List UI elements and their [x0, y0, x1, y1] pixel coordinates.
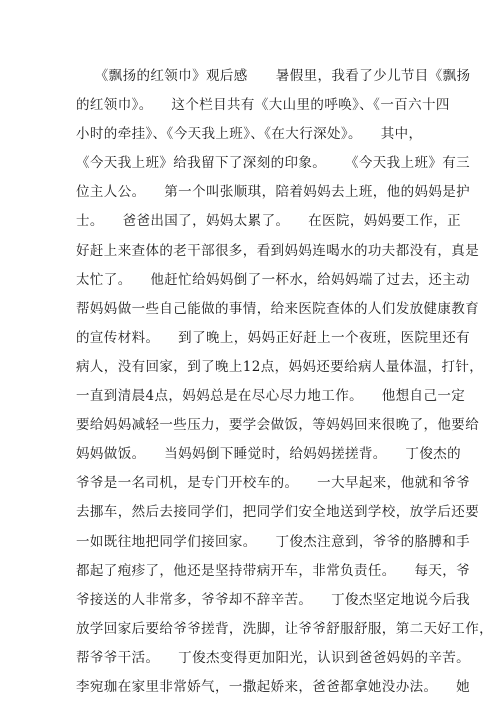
text-line: 小时的牵挂》、《今天我上班》、《在大行深处》。 其中， [76, 126, 423, 143]
text-line: 病人，没有回家，到了晚上12点，妈妈还要给病人量体温，打针， [76, 358, 484, 375]
text-line: 太忙了。 他赶忙给妈妈倒了一杯水，给妈妈端了过去，还主动 [76, 271, 471, 288]
text-line: 士。 爸爸出国了，妈妈太累了。 在医院，妈妈要工作，正 [76, 213, 462, 230]
text-line: 爷接送的人非常多，爷爷却不辞辛苦。 丁俊杰坚定地说今后我 [76, 591, 471, 608]
text-line: 的宣传材料。 到了晚上，妈妈正好赶上一个夜班，医院里还有 [76, 329, 471, 346]
text-line: 妈妈做饭。 当妈妈倒下睡觉时，给妈妈搓搓背。 丁俊杰的 [76, 446, 462, 463]
text-line: 一直到清晨4点，妈妈总是在尽心尽力地工作。 他想自己一定 [76, 388, 466, 405]
text-line: 李宛珈在家里非常娇气，一撒起娇来，爸爸都拿她没办法。 她 [76, 678, 471, 695]
text-line: 要给妈妈减轻一些压力，要学会做饭，等妈妈回来很晚了，他要给 [76, 417, 480, 434]
text-line: 去挪车，然后去接同学们，把同学们安全地送到学校，放学后还要 [76, 504, 480, 521]
text-line: 放学回家后要给爷爷搓背，洗脚，让爷爷舒服舒服，第二天好工作， [76, 620, 493, 637]
text-line: 位主人公。 第一个叫张顺琪，陪着妈妈去上班，他的妈妈是护 [76, 184, 471, 201]
text-line: 的红领巾》。 这个栏目共有《大山里的呼唤》、《一百六十四 [76, 97, 450, 114]
text-line: 一如既往地把同学们接回家。 丁俊杰注意到，爷爷的胳膊和手 [76, 533, 471, 550]
text-line: 《今天我上班》给我留下了深刻的印象。 《今天我上班》有三 [76, 155, 471, 172]
text-line: 《飘扬的红领巾》观后感 暑假里，我看了少儿节目《飘扬 [76, 68, 471, 84]
text-line: 爷爷是一名司机，是专门开校车的。 一大早起来，他就和爷爷 [76, 475, 471, 492]
essay-body [76, 62, 493, 702]
text-line: 好赶上来查体的老干部很多，看到妈妈连喝水的功夫都没有，真是 [76, 242, 480, 259]
text-line: 都起了疱疹了，他还是坚持带病开车，非常负责任。 每天，爷 [76, 562, 471, 579]
text-line: 帮妈妈做一些自己能做的事情，给来医院查体的人们发放健康教育 [76, 300, 480, 317]
text-line: 帮爷爷干活。 丁俊杰变得更加阳光，认识到爸爸妈妈的辛苦。 [76, 649, 471, 666]
